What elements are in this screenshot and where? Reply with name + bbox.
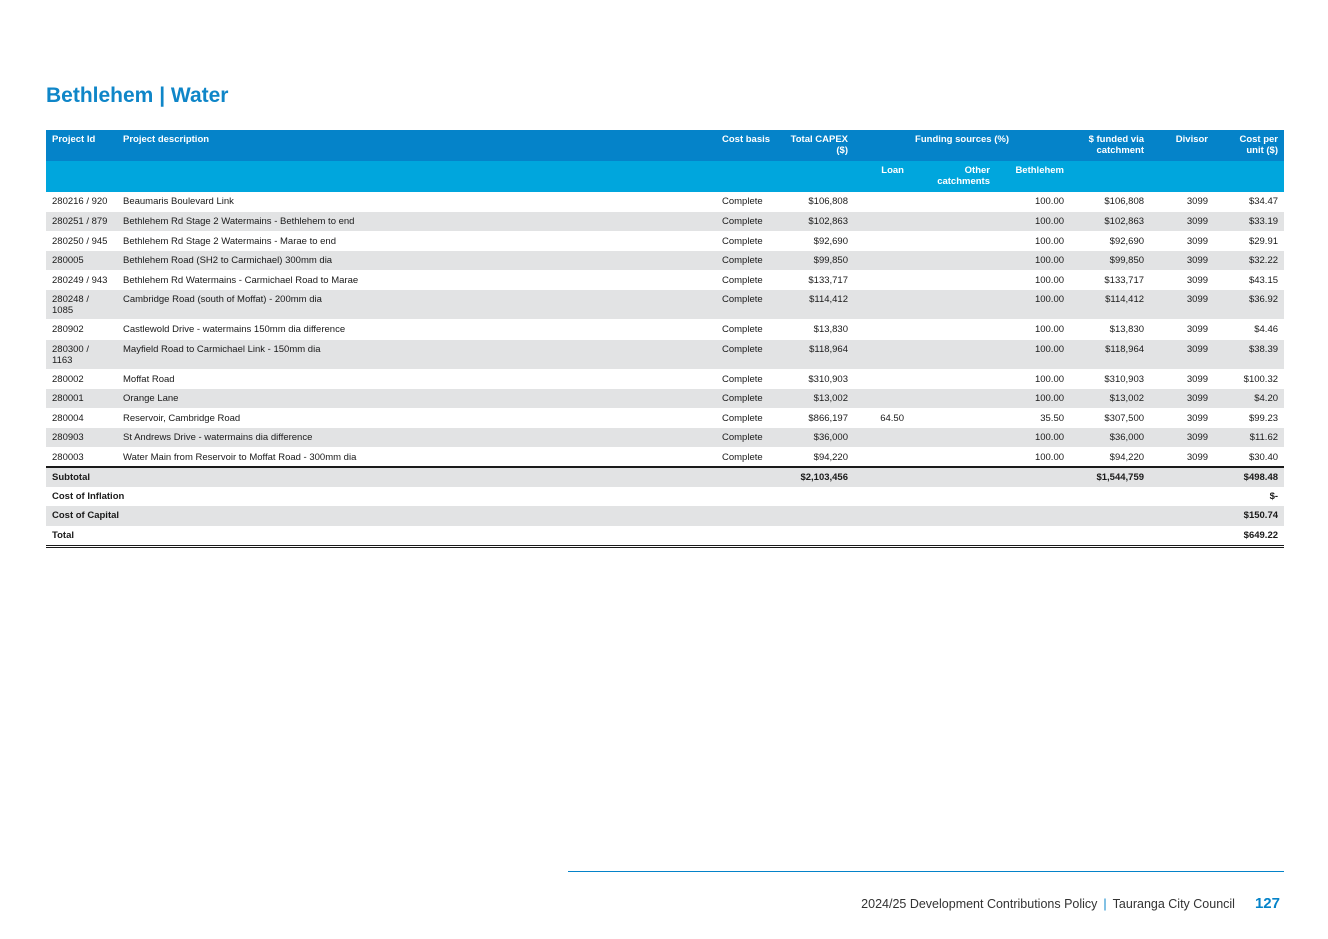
cell-loan-percent — [854, 369, 910, 389]
cell-cost-per-unit: $30.40 — [1248, 451, 1279, 463]
table-row — [46, 231, 1284, 251]
cell-bethlehem-percent: 100.00 — [1034, 274, 1065, 286]
header-blank — [117, 161, 716, 192]
inflation-row — [46, 487, 1284, 507]
cell-funded-via-catchment: $94,220 — [1109, 451, 1145, 463]
header-loan: Loan — [881, 165, 904, 176]
cell-loan-percent — [854, 428, 910, 448]
inflation-cost: $- — [1269, 490, 1279, 502]
cell-other-catchments-percent — [910, 369, 996, 389]
cell-funded-via-catchment: $106,808 — [1104, 196, 1145, 207]
cell-cost-per-unit: $99.23 — [1248, 412, 1279, 424]
cell-project-description: Reservoir, Cambridge Road — [123, 412, 241, 424]
cell-funded-via-catchment: $133,717 — [1104, 274, 1145, 286]
cell-loan-percent: 64.50 — [880, 412, 904, 424]
cell-other-catchments-percent — [910, 251, 996, 271]
cell-other-catchments-percent — [910, 447, 996, 467]
cell-loan-percent — [854, 320, 910, 340]
cell-divisor: 3099 — [1186, 343, 1209, 355]
cell-total-capex: $114,412 — [809, 294, 848, 305]
table-row — [46, 212, 1284, 232]
table-row — [46, 290, 1284, 320]
cell-divisor: 3099 — [1186, 255, 1209, 266]
header-cost-per-unit — [1214, 130, 1284, 161]
header-cost-per-line1: Cost per — [1239, 134, 1279, 145]
cell-other-catchments-percent — [910, 428, 996, 448]
cell-bethlehem-percent: 100.00 — [1034, 255, 1065, 266]
cell-total-capex: $13,830 — [813, 324, 848, 335]
table-row — [46, 320, 1284, 340]
cell-project-id: 280001 — [52, 393, 84, 404]
header-bethlehem: Bethlehem — [1015, 165, 1065, 176]
table-row — [46, 270, 1284, 290]
cell-bethlehem-percent: 100.00 — [1034, 343, 1065, 355]
header-blank — [46, 161, 117, 192]
cell-other-catchments-percent — [910, 270, 996, 290]
cell-divisor: 3099 — [1186, 373, 1209, 385]
cell-cost-per-unit: $36.92 — [1248, 294, 1279, 305]
cell-bethlehem-percent: 100.00 — [1034, 196, 1065, 207]
header-total-capex-line1: Total CAPEX — [790, 134, 848, 145]
cell-cost-per-unit: $34.47 — [1248, 196, 1279, 207]
cell-cost-basis: Complete — [722, 412, 763, 424]
cell-cost-per-unit: $4.20 — [1254, 393, 1279, 404]
cell-project-description: Orange Lane — [123, 393, 179, 404]
cell-project-id: 280248 / 1085 — [52, 294, 89, 316]
cell-bethlehem-percent: 100.00 — [1034, 451, 1065, 463]
header-total-capex-line2: ($) — [836, 145, 848, 156]
cell-funded-via-catchment: $13,002 — [1109, 393, 1145, 404]
cell-cost-per-unit: $100.32 — [1243, 373, 1279, 385]
capital-cost: $150.74 — [1243, 510, 1279, 521]
cell-divisor: 3099 — [1186, 196, 1209, 207]
cell-cost-per-unit: $11.62 — [1249, 432, 1279, 443]
cell-project-id: 280902 — [52, 324, 84, 335]
table-row — [46, 192, 1284, 212]
cell-divisor: 3099 — [1186, 235, 1209, 247]
summary-blank — [1150, 467, 1214, 487]
cell-project-id: 280004 — [52, 412, 84, 424]
cell-cost-per-unit: $43.15 — [1248, 274, 1279, 286]
cell-divisor: 3099 — [1186, 324, 1209, 335]
header-funded-line2: catchment — [1096, 145, 1145, 156]
cell-cost-basis: Complete — [722, 274, 763, 286]
capital-label: Cost of Capital — [52, 510, 120, 521]
header-project-description: Project description — [123, 134, 210, 145]
cell-bethlehem-percent: 100.00 — [1034, 373, 1065, 385]
header-other-catchments — [910, 161, 996, 192]
cell-loan-percent — [854, 389, 910, 409]
cell-cost-per-unit: $32.22 — [1248, 255, 1279, 266]
cell-cost-basis: Complete — [722, 451, 763, 463]
cell-total-capex: $36,000 — [813, 432, 848, 443]
cell-bethlehem-percent: 35.50 — [1040, 412, 1065, 424]
cell-other-catchments-percent — [910, 389, 996, 409]
cell-project-description: Moffat Road — [123, 373, 175, 385]
header-cost-basis: Cost basis — [722, 134, 771, 145]
cell-loan-percent — [854, 270, 910, 290]
cell-project-id: 280300 / 1163 — [52, 343, 89, 366]
cell-funded-via-catchment: $92,690 — [1109, 235, 1145, 247]
page-footer — [861, 895, 1280, 912]
cell-cost-per-unit: $29.91 — [1248, 235, 1279, 247]
cell-total-capex: $102,863 — [808, 216, 848, 227]
cell-divisor: 3099 — [1186, 274, 1209, 286]
cell-bethlehem-percent: 100.00 — [1034, 393, 1065, 404]
cell-total-capex: $92,690 — [813, 235, 848, 247]
total-label: Total — [52, 529, 74, 541]
cell-cost-basis: Complete — [722, 235, 763, 247]
cell-total-capex: $866,197 — [808, 412, 848, 424]
total-row — [46, 526, 1284, 547]
cell-cost-basis: Complete — [722, 373, 763, 385]
cell-project-description: St Andrews Drive - watermains dia difference — [123, 432, 313, 443]
table-row — [46, 408, 1284, 428]
table-row — [46, 339, 1284, 369]
cell-loan-percent — [854, 251, 910, 271]
header-funded-via-catchment — [1070, 130, 1150, 161]
header-blank — [1070, 161, 1150, 192]
table-row — [46, 369, 1284, 389]
cell-cost-basis: Complete — [722, 196, 763, 207]
cell-cost-per-unit: $38.39 — [1248, 343, 1279, 355]
cell-other-catchments-percent — [910, 320, 996, 340]
cell-loan-percent — [854, 192, 910, 212]
cell-divisor: 3099 — [1186, 216, 1209, 227]
header-other-line1: Other — [964, 165, 990, 176]
cell-project-id: 280216 / 920 — [52, 196, 108, 207]
project-rows — [46, 192, 1284, 467]
cell-project-id: 280002 — [52, 373, 84, 385]
cell-cost-basis: Complete — [722, 324, 763, 335]
table-row — [46, 251, 1284, 271]
cell-bethlehem-percent: 100.00 — [1034, 216, 1065, 227]
cell-funded-via-catchment: $118,964 — [1105, 343, 1145, 355]
subtotal-capex: $2,103,456 — [800, 471, 848, 483]
cell-project-description: Bethlehem Rd Watermains - Carmichael Road to Marae — [123, 274, 359, 286]
subtotal-funded: $1,544,759 — [1096, 471, 1145, 483]
footer-council: Tauranga City Council — [1112, 897, 1235, 911]
cell-bethlehem-percent: 100.00 — [1034, 324, 1065, 335]
cell-divisor: 3099 — [1186, 393, 1209, 404]
subtotal-label: Subtotal — [52, 471, 90, 483]
header-blank — [716, 161, 782, 192]
cell-funded-via-catchment: $114,412 — [1105, 294, 1145, 305]
cell-bethlehem-percent: 100.00 — [1034, 235, 1065, 247]
header-row-primary — [46, 130, 1284, 161]
cell-loan-percent — [854, 290, 910, 320]
cell-total-capex: $118,964 — [809, 343, 848, 355]
page-title: Bethlehem | Water — [46, 84, 229, 107]
cell-project-description: Cambridge Road (south of Moffat) - 200mm dia — [123, 294, 322, 305]
cell-project-id: 280005 — [52, 255, 84, 266]
cell-project-description: Mayfield Road to Carmichael Link - 150mm dia — [123, 343, 321, 355]
cell-project-description: Water Main from Reservoir to Moffat Road - 300mm dia — [123, 451, 357, 463]
table-row — [46, 389, 1284, 409]
cell-project-id: 280250 / 945 — [52, 235, 108, 247]
header-blank — [782, 161, 854, 192]
cell-project-description: Beaumaris Boulevard Link — [123, 196, 234, 207]
cell-other-catchments-percent — [910, 339, 996, 369]
cell-loan-percent — [854, 339, 910, 369]
footer-divider — [568, 871, 1284, 872]
cell-project-description: Bethlehem Rd Stage 2 Watermains - Marae to end — [123, 235, 336, 247]
cell-divisor: 3099 — [1186, 412, 1209, 424]
table-row — [46, 447, 1284, 467]
cell-funded-via-catchment: $310,903 — [1104, 373, 1145, 385]
cell-divisor: 3099 — [1186, 432, 1209, 443]
cell-funded-via-catchment: $307,500 — [1104, 412, 1145, 424]
cell-divisor: 3099 — [1186, 294, 1209, 305]
cell-total-capex: $94,220 — [813, 451, 848, 463]
cell-other-catchments-percent — [910, 408, 996, 428]
header-funded-line1: $ funded via — [1088, 134, 1145, 145]
cell-cost-basis: Complete — [722, 216, 763, 227]
cell-cost-per-unit: $33.19 — [1248, 216, 1279, 227]
cell-project-id: 280003 — [52, 451, 84, 463]
header-cost-per-line2: unit ($) — [1246, 145, 1279, 156]
cell-other-catchments-percent — [910, 231, 996, 251]
cell-cost-basis: Complete — [722, 255, 763, 266]
cell-project-id: 280249 / 943 — [52, 274, 108, 286]
cell-bethlehem-percent: 100.00 — [1034, 432, 1065, 443]
header-funding-sources: Funding sources (%) — [915, 134, 1009, 145]
cell-other-catchments-percent — [910, 290, 996, 320]
page-number: 127 — [1254, 895, 1280, 912]
cell-divisor: 3099 — [1186, 451, 1209, 463]
cell-project-description: Bethlehem Road (SH2 to Carmichael) 300mm dia — [123, 255, 333, 266]
cell-funded-via-catchment: $99,850 — [1109, 255, 1145, 266]
cell-loan-percent — [854, 231, 910, 251]
cell-cost-basis: Complete — [722, 294, 763, 305]
cell-loan-percent — [854, 447, 910, 467]
cell-funded-via-catchment: $36,000 — [1109, 432, 1145, 443]
inflation-label: Cost of Inflation — [52, 490, 125, 502]
capital-row — [46, 506, 1284, 526]
header-other-line2: catchments — [937, 176, 990, 187]
total-cost: $649.22 — [1243, 529, 1279, 541]
subtotal-row — [46, 467, 1284, 487]
footer-policy: 2024/25 Development Contributions Policy — [861, 897, 1098, 911]
header-row-secondary — [46, 161, 1284, 192]
subtotal-cost-per-unit: $498.48 — [1243, 471, 1279, 483]
cell-cost-basis: Complete — [722, 343, 763, 355]
development-contributions-table — [46, 130, 1284, 548]
cell-project-description: Bethlehem Rd Stage 2 Watermains - Bethlehem to end — [123, 216, 355, 227]
cell-project-id: 280903 — [52, 432, 84, 443]
cell-cost-basis: Complete — [722, 393, 763, 404]
cell-funded-via-catchment: $13,830 — [1109, 324, 1145, 335]
cell-project-description: Castlewold Drive - watermains 150mm dia difference — [123, 324, 346, 335]
cell-total-capex: $310,903 — [808, 373, 848, 385]
cell-total-capex: $13,002 — [813, 393, 848, 404]
summary-rows — [46, 467, 1284, 547]
table-row — [46, 428, 1284, 448]
cell-project-id: 280251 / 879 — [52, 216, 108, 227]
cell-bethlehem-percent: 100.00 — [1034, 294, 1065, 305]
header-project-id: Project Id — [52, 134, 96, 145]
summary-blank — [854, 467, 1070, 487]
cell-loan-percent — [854, 212, 910, 232]
header-divisor: Divisor — [1175, 134, 1209, 145]
cell-total-capex: $99,850 — [813, 255, 848, 266]
header-total-capex — [782, 130, 854, 161]
cell-funded-via-catchment: $102,863 — [1104, 216, 1145, 227]
header-blank — [1150, 161, 1214, 192]
header-blank — [1214, 161, 1284, 192]
cell-total-capex: $106,808 — [808, 196, 848, 207]
cell-other-catchments-percent — [910, 192, 996, 212]
cell-other-catchments-percent — [910, 212, 996, 232]
cell-cost-basis: Complete — [722, 432, 763, 443]
cell-cost-per-unit: $4.46 — [1254, 324, 1279, 335]
footer-separator: | — [1103, 897, 1107, 911]
cell-total-capex: $133,717 — [808, 274, 848, 286]
